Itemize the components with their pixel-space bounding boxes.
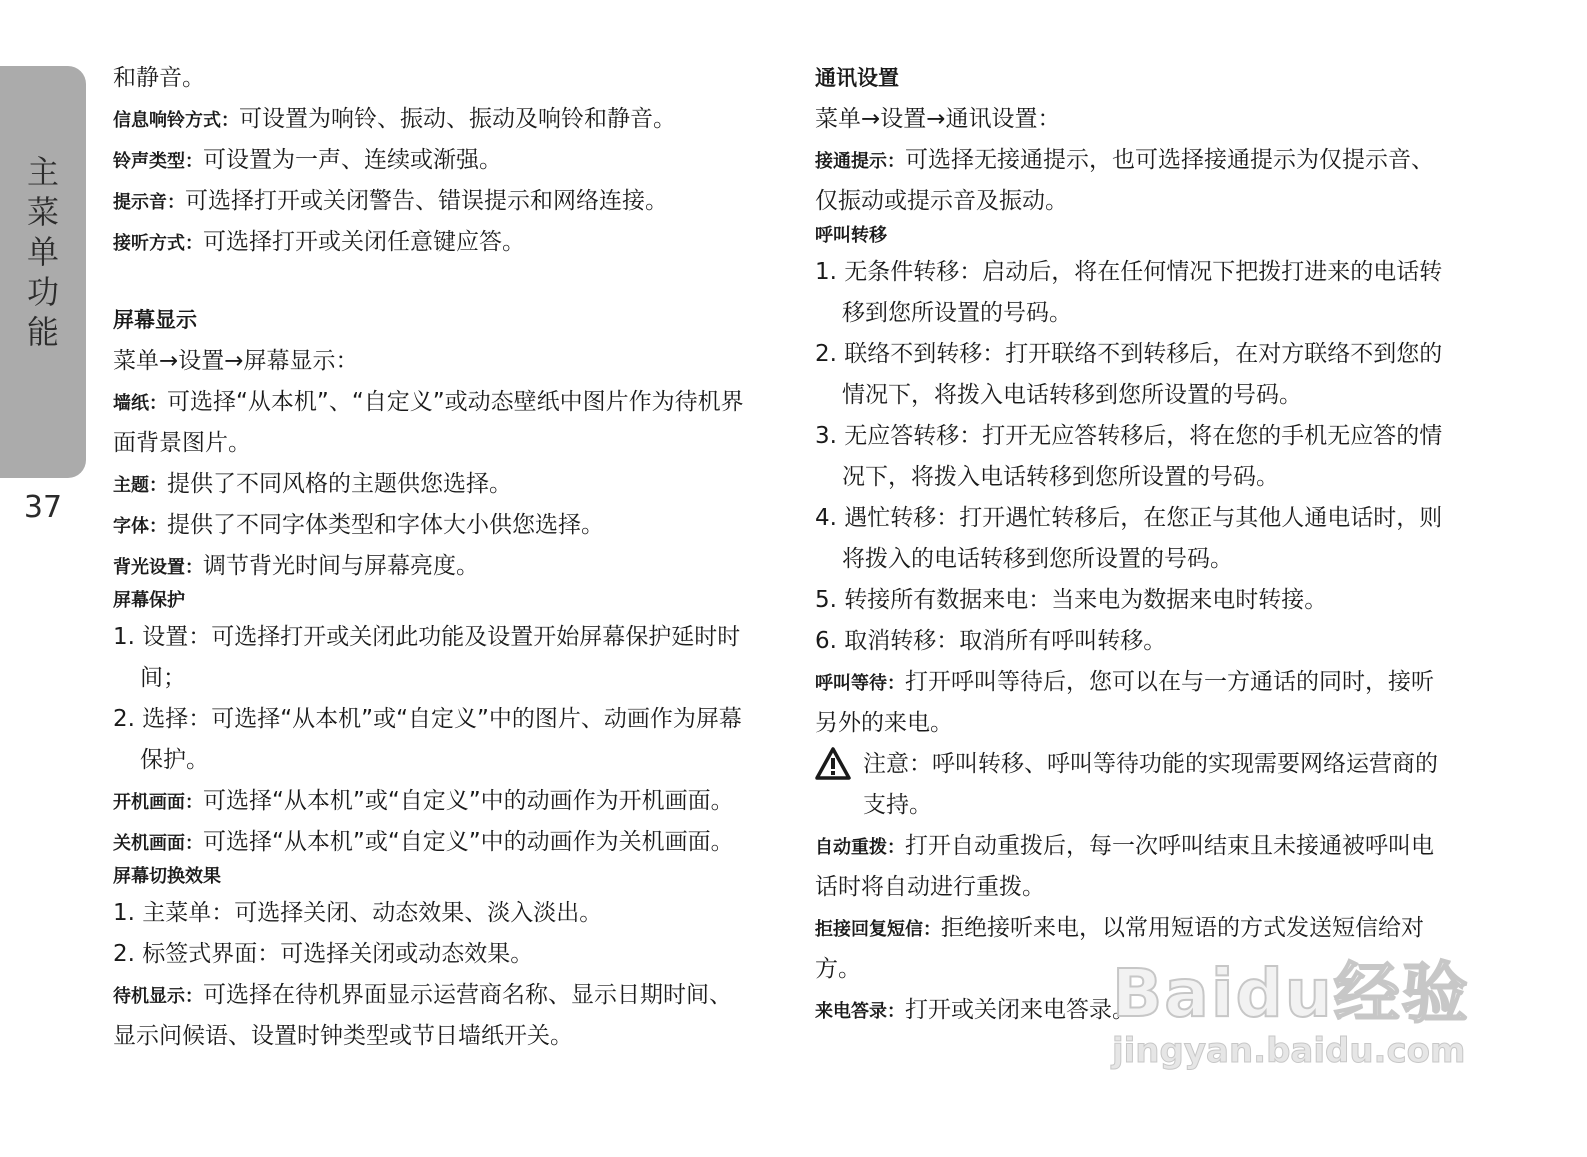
setting-label: 关机画面： — [113, 833, 203, 854]
setting-item — [113, 382, 773, 423]
setting-label: 自动重拨： — [815, 837, 905, 858]
warning-icon — [815, 746, 851, 782]
list-item-cont: 将拨入的电话转移到您所设置的号码。 — [842, 546, 1233, 572]
setting-desc: 打开呼叫等待后，您可以在与一方通话的同时，接听 — [905, 669, 1434, 695]
list-item: 1. 主菜单：可选择关闭、动态效果、淡入淡出。 — [113, 900, 603, 926]
section-heading: 屏幕显示 — [113, 308, 197, 332]
text-line: 显示问候语、设置时钟类型或节日墙纸开关。 — [113, 1023, 573, 1049]
setting-item — [113, 546, 773, 587]
warning-note — [815, 744, 1475, 826]
menu-path: 菜单→设置→屏幕显示： — [113, 348, 359, 374]
list-item-cont: 情况下，将拨入电话转移到您所设置的号码。 — [842, 382, 1302, 408]
note-text: 注意：呼叫转移、呼叫等待功能的实现需要网络运营商的 — [863, 751, 1438, 777]
watermark-brand: Baidu经验 — [1112, 955, 1470, 1032]
watermark-url: jingyan.baidu.com — [1112, 1031, 1466, 1071]
text-line: 方。 — [815, 956, 861, 982]
list-item: 2. 选择：可选择“从本机”或“自定义”中的图片、动画作为屏幕 — [113, 706, 742, 732]
setting-label: 字体： — [113, 516, 167, 537]
setting-label: 铃声类型： — [113, 151, 203, 172]
setting-desc: 可选择在待机界面显示运营商名称、显示日期时间、 — [203, 982, 732, 1008]
setting-label: 来电答录： — [815, 1001, 905, 1022]
setting-item — [815, 908, 1475, 949]
setting-desc: 可设置为响铃、振动、振动及响铃和静音。 — [239, 106, 676, 132]
setting-desc: 提供了不同字体类型和字体大小供您选择。 — [167, 512, 604, 538]
text-line: 和静音。 — [113, 65, 205, 91]
setting-desc: 打开自动重拨后，每一次呼叫结束且未接通被呼叫电 — [905, 833, 1434, 859]
section-title: 主菜单功能 — [26, 153, 59, 351]
setting-item — [113, 822, 773, 863]
list-item: 1. 设置：可选择打开或关闭此功能及设置开始屏幕保护延时时 — [113, 624, 741, 650]
text-line: 另外的来电。 — [815, 710, 953, 736]
subheading: 呼叫转移 — [815, 225, 887, 246]
setting-desc: 可选择“从本机”或“自定义”中的动画作为开机画面。 — [203, 788, 734, 814]
setting-label: 待机显示： — [113, 986, 203, 1007]
page-number: 37 — [23, 490, 63, 525]
setting-label: 接通提示： — [815, 151, 905, 172]
left-column — [113, 58, 773, 1057]
setting-label: 背光设置： — [113, 557, 203, 578]
subheading: 屏幕保护 — [113, 590, 185, 611]
setting-item — [113, 781, 773, 822]
setting-item — [815, 990, 1475, 1031]
setting-item — [113, 181, 773, 222]
setting-item — [113, 505, 773, 546]
text-line: 面背景图片。 — [113, 430, 251, 456]
setting-label: 拒接回复短信： — [815, 919, 941, 940]
section-heading: 通讯设置 — [815, 66, 899, 90]
list-item-cont: 间； — [140, 665, 186, 691]
setting-item — [815, 662, 1475, 703]
list-item: 4. 遇忙转移：打开遇忙转移后，在您正与其他人通电话时，则 — [815, 505, 1443, 531]
list-item-cont: 况下，将拨入电话转移到您所设置的号码。 — [842, 464, 1279, 490]
list-item: 6. 取消转移：取消所有呼叫转移。 — [815, 628, 1167, 654]
list-item: 2. 联络不到转移：打开联络不到转移后，在对方联络不到您的 — [815, 341, 1443, 367]
list-item: 5. 转接所有数据来电：当来电为数据来电时转接。 — [815, 587, 1328, 613]
setting-label: 墙纸： — [113, 393, 167, 414]
setting-label: 呼叫等待： — [815, 673, 905, 694]
list-item: 2. 标签式界面：可选择关闭或动态效果。 — [113, 941, 534, 967]
setting-item — [113, 222, 773, 263]
menu-path: 菜单→设置→通讯设置： — [815, 106, 1061, 132]
text-line: 话时将自动进行重拨。 — [815, 874, 1045, 900]
setting-item — [815, 826, 1475, 867]
setting-label: 信息响铃方式： — [113, 110, 239, 131]
side-tab — [0, 66, 86, 525]
setting-item — [113, 140, 773, 181]
list-item: 3. 无应答转移：打开无应答转移后，将在您的手机无应答的情 — [815, 423, 1443, 449]
setting-label: 提示音： — [113, 192, 185, 213]
list-item: 1. 无条件转移：启动后，将在任何情况下把拨打进来的电话转 — [815, 259, 1443, 285]
setting-item — [113, 975, 773, 1016]
setting-desc: 可选择无接通提示，也可选择接通提示为仅提示音、 — [905, 147, 1434, 173]
list-item-cont: 保护。 — [140, 747, 209, 773]
setting-desc: 可选择“从本机”或“自定义”中的动画作为关机画面。 — [203, 829, 734, 855]
setting-item — [815, 140, 1475, 181]
setting-item — [113, 464, 773, 505]
text-line: 仅振动或提示音及振动。 — [815, 188, 1068, 214]
right-column — [815, 58, 1475, 1031]
setting-desc: 提供了不同风格的主题供您选择。 — [167, 471, 512, 497]
setting-desc: 可选择“从本机”、“自定义”或动态壁纸中图片作为待机界 — [167, 389, 744, 415]
setting-desc: 调节背光时间与屏幕亮度。 — [203, 553, 479, 579]
list-item-cont: 移到您所设置的号码。 — [842, 300, 1072, 326]
note-text: 支持。 — [863, 792, 932, 818]
setting-desc: 拒绝接听来电，以常用短语的方式发送短信给对 — [941, 915, 1424, 941]
setting-label: 主题： — [113, 475, 167, 496]
setting-desc: 可选择打开或关闭任意键应答。 — [203, 229, 525, 255]
setting-desc: 打开或关闭来电答录。 — [905, 997, 1135, 1023]
setting-desc: 可选择打开或关闭警告、错误提示和网络连接。 — [185, 188, 668, 214]
setting-item — [113, 99, 773, 140]
setting-desc: 可设置为一声、连续或渐强。 — [203, 147, 502, 173]
setting-label: 接听方式： — [113, 233, 203, 254]
subheading: 屏幕切换效果 — [113, 866, 221, 887]
setting-label: 开机画面： — [113, 792, 203, 813]
